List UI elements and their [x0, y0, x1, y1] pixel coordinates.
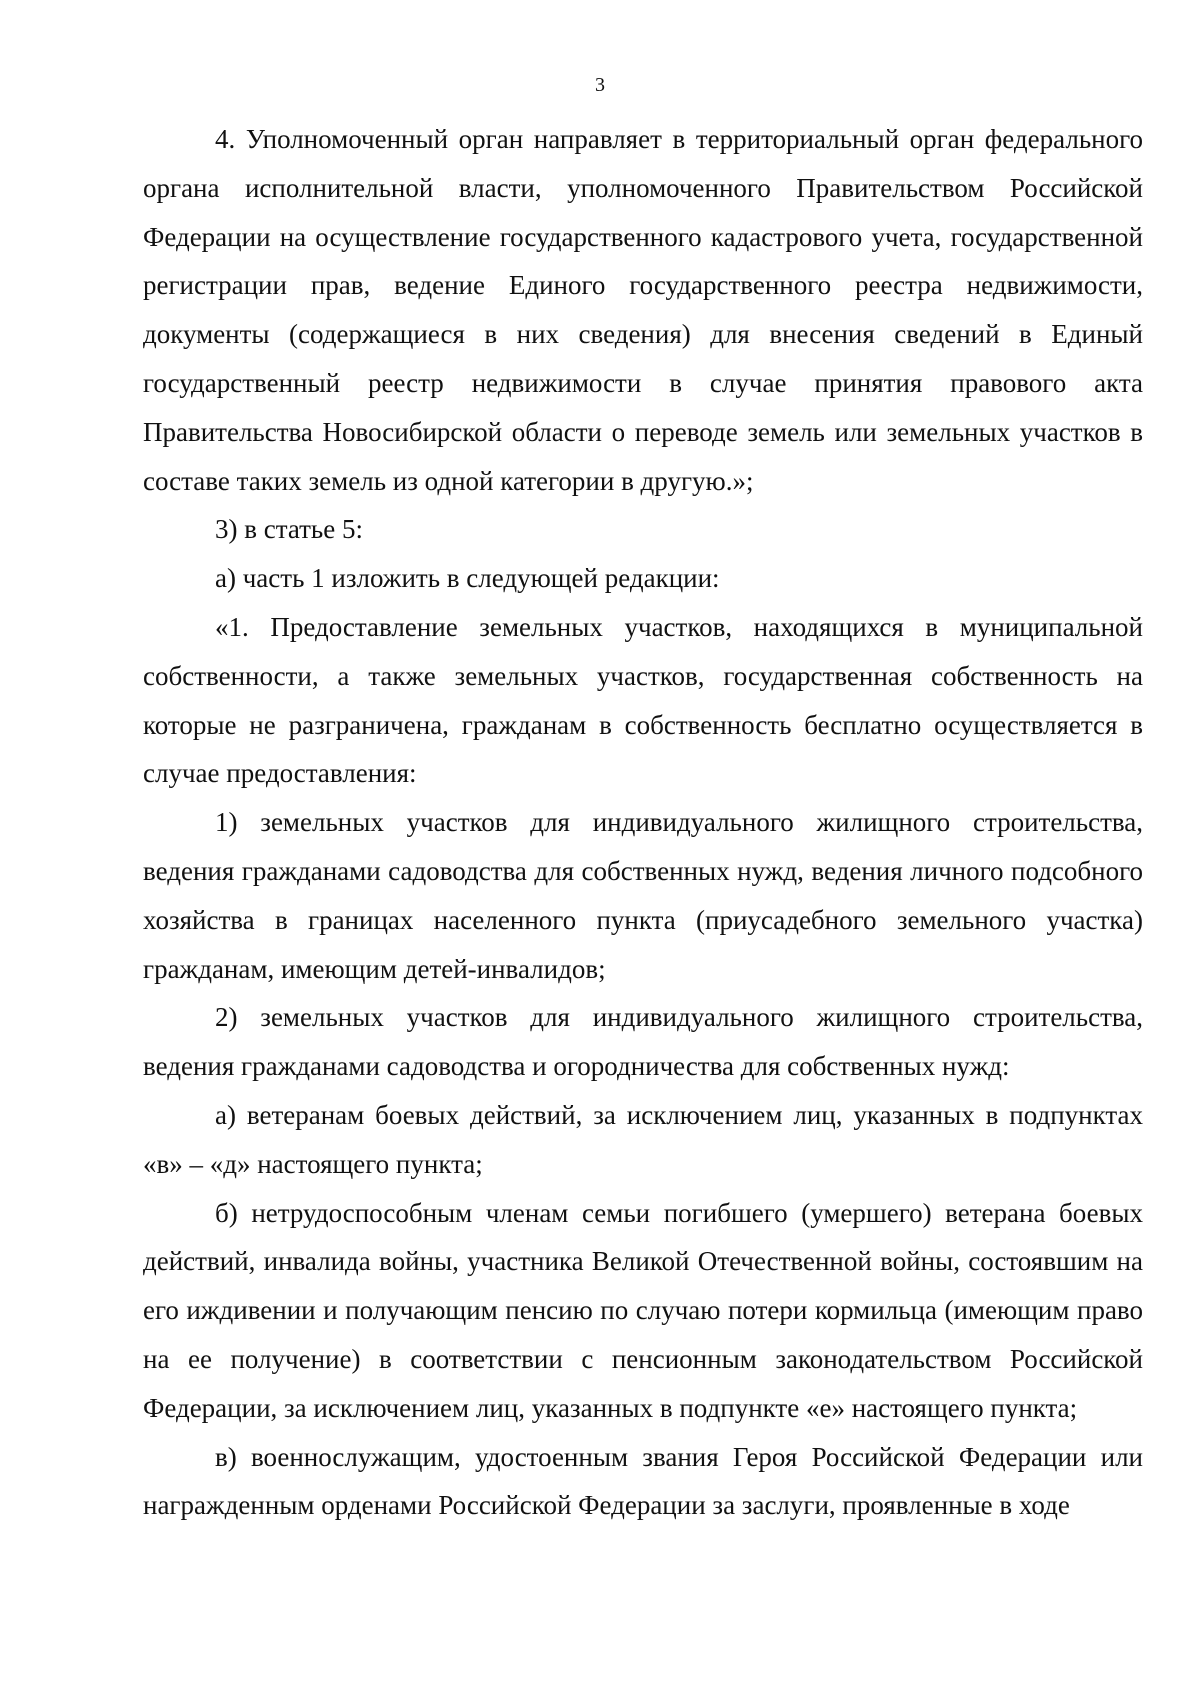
paragraph-subitem-a: а) ветеранам боевых действий, за исключением лиц, указанных в подпунктах «в» – «д» настоящего пункта;: [143, 1099, 1143, 1179]
page-number: 3: [595, 74, 605, 96]
paragraph-item-3-article-5: 3) в статье 5:: [215, 514, 363, 545]
paragraph-subitem-1: 1) земельных участков для индивидуального жилищного строительства, ведения гражданами садоводства для собственных нужд, ведения личного подсобного хозяйства в границах населенного пункта (приусадебного земельного участка) гражданам, имеющим детей-инвалидов;: [143, 807, 1143, 984]
paragraph-item-4: 4. Уполномоченный орган направляет в территориальный орган федерального органа исполнительной власти, уполномоченного Правительством Российской Федерации на осуществление государственного кадастрового учета, государственной регистрации прав, ведение Единого государственного реестра недвижимости, документы (содержащиеся в них сведения) для внесения сведений в Единый государственный реестр недвижимости в случае принятия правового акта Правительства Новосибирской области о переводе земель или земельных участков в составе таких земель из одной категории в другую.»;: [143, 124, 1143, 496]
paragraph-part-1-intro: а) часть 1 изложить в следующей редакции:: [215, 563, 720, 594]
paragraph-subitem-2: 2) земельных участков для индивидуального жилищного строительства, ведения гражданами садоводства и огородничества для собственных нужд:: [143, 1002, 1143, 1082]
paragraph-subitem-v: в) военнослужащим, удостоенным звания Героя Российской Федерации или награжденным орденами Российской Федерации за заслуги, проявленные в ходе: [143, 1441, 1143, 1521]
paragraph-part-1-text: «1. Предоставление земельных участков, находящихся в муниципальной собственности, а также земельных участков, государственная собственность на которые не разграничена, гражданам в собственность бесплатно осуществляется в случае предоставления:: [143, 611, 1143, 789]
document-body: [143, 115, 1143, 1530]
paragraph-subitem-b: б) нетрудоспособным членам семьи погибшего (умершего) ветерана боевых действий, инвалида войны, участника Великой Отечественной войны, состоявшим на его иждивении и получающим пенсию по случаю потери кормильца (имеющим право на ее получение) в соответствии с пенсионным законодательством Российской Федерации, за исключением лиц, указанных в подпункте «е» настоящего пункта;: [143, 1197, 1143, 1423]
